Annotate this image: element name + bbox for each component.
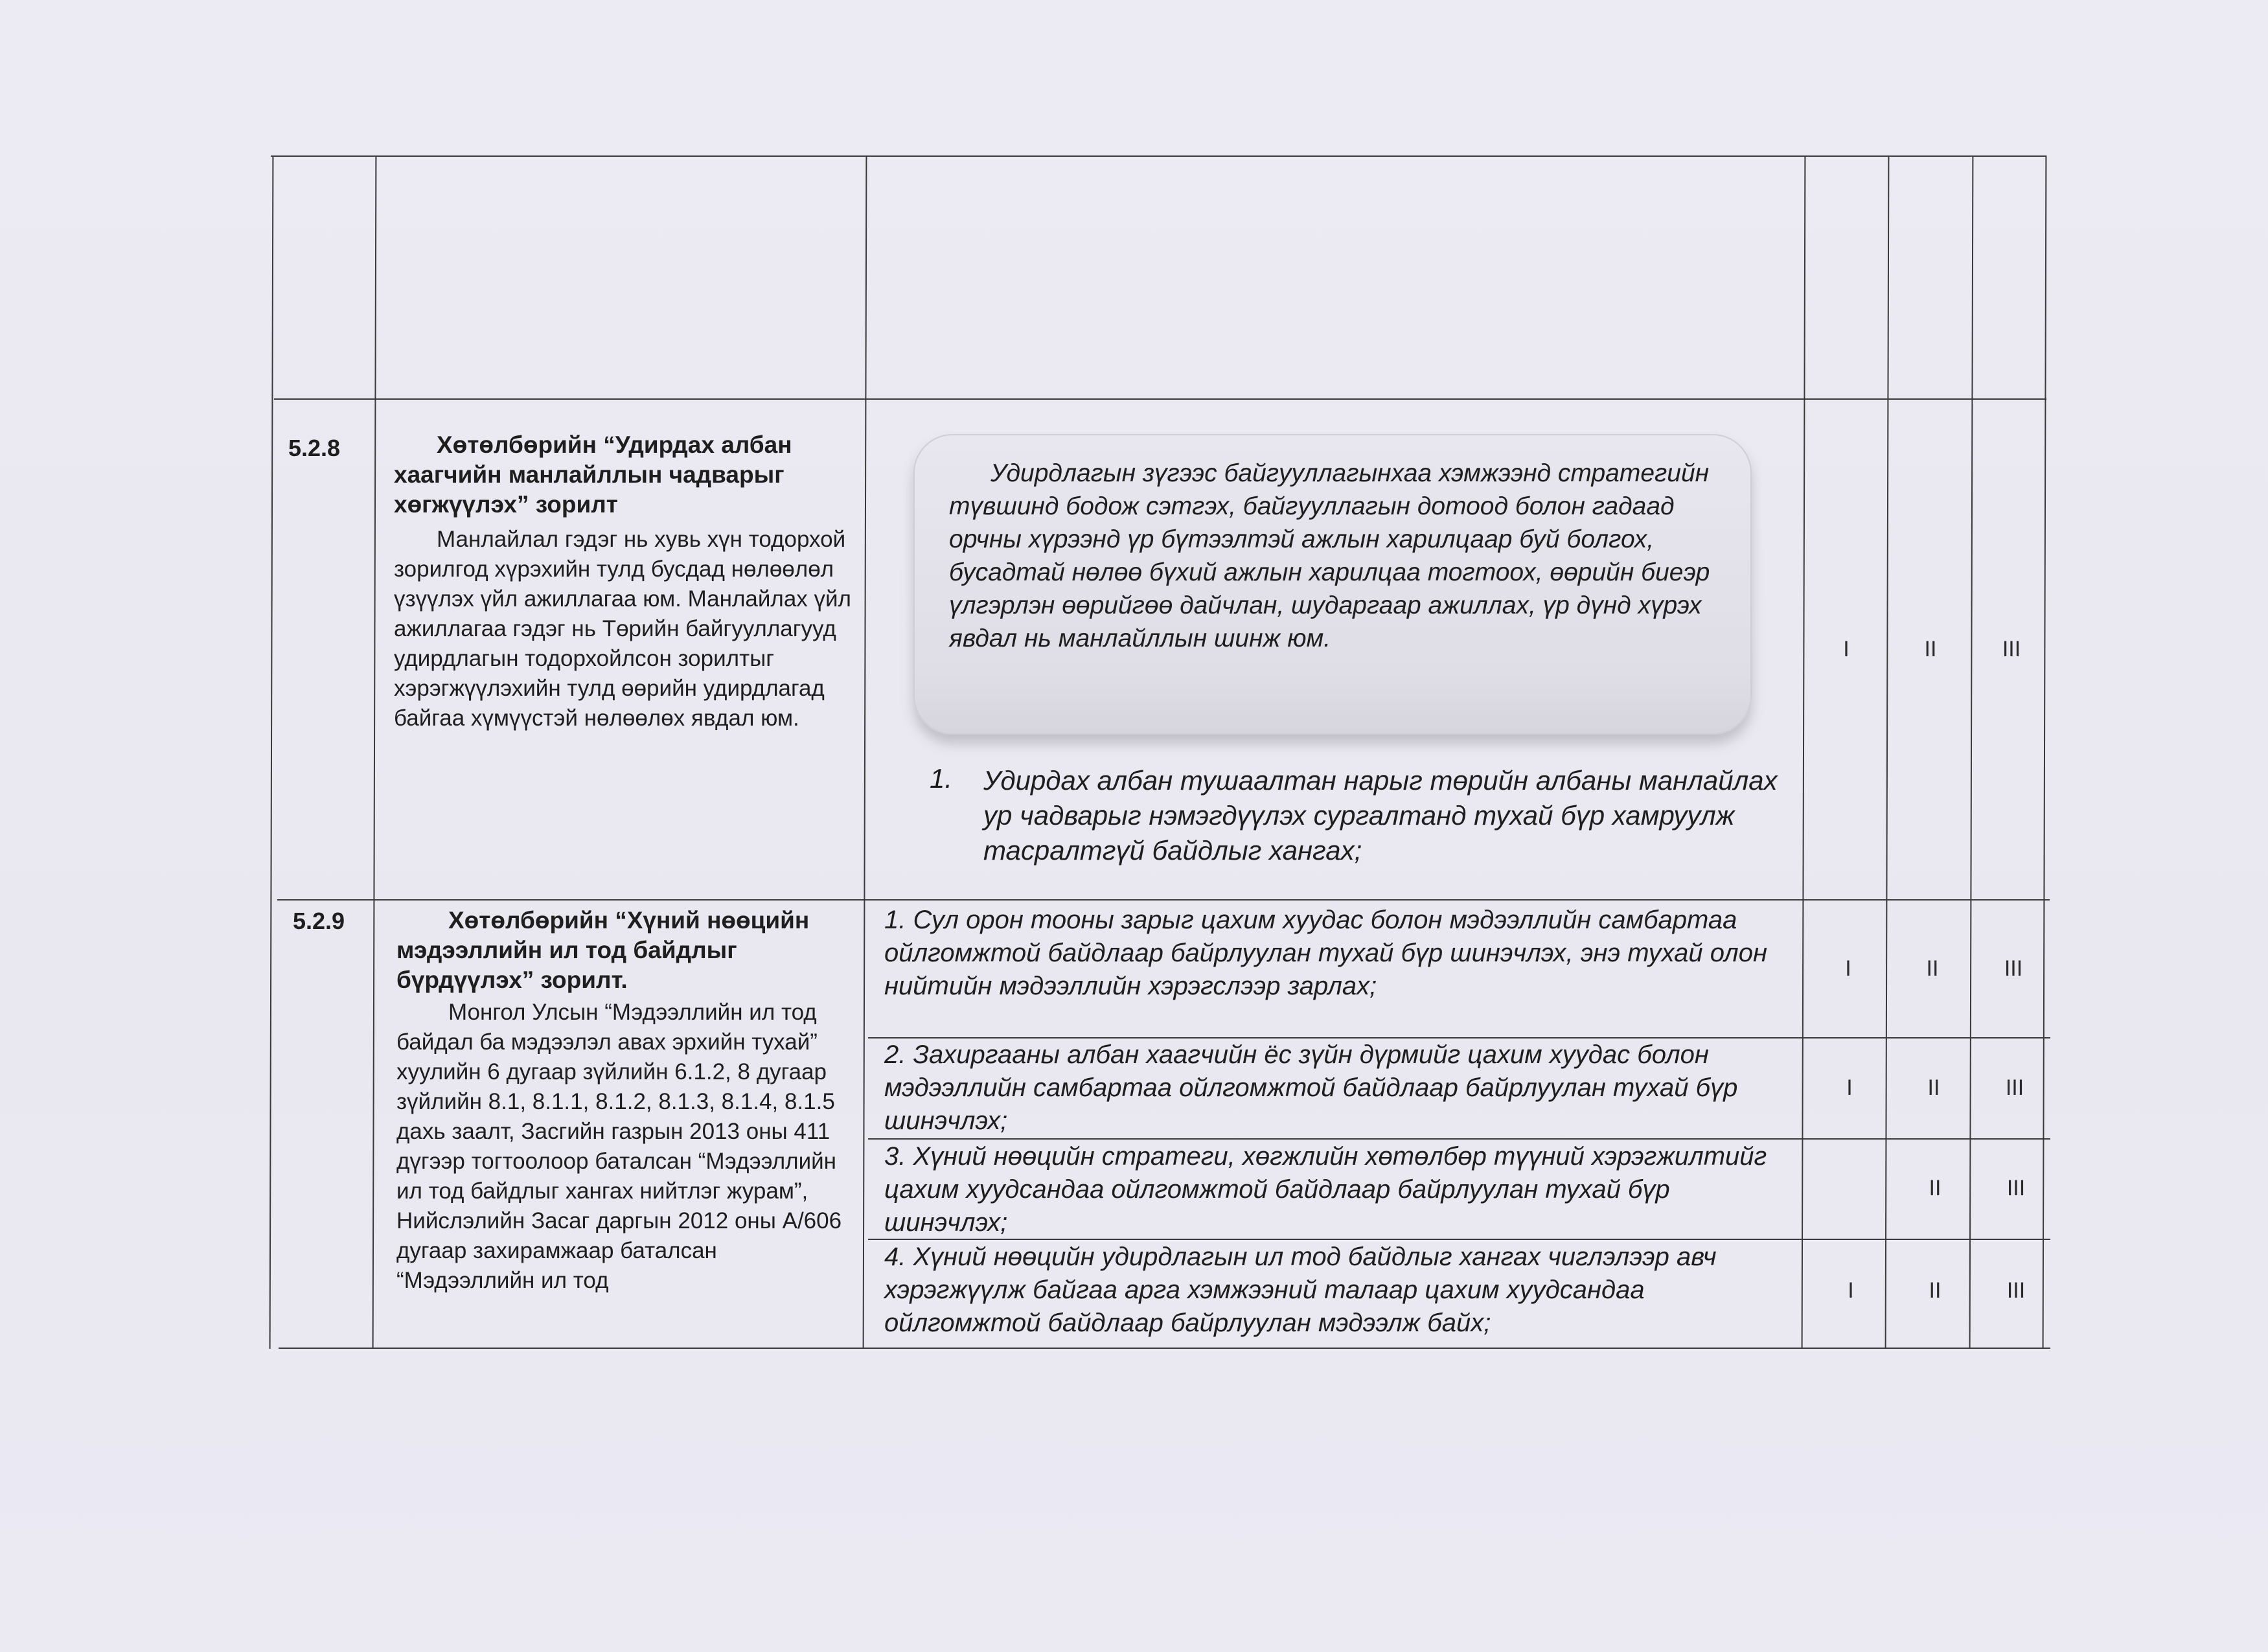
col-border-6 bbox=[2043, 155, 2047, 1349]
row-number-529: 5.2.9 bbox=[293, 908, 345, 934]
row-title-529: Хөтөлбөрийн “Хүний нөөцийн мэдээллийн ил тод байдлыг бүрдүүлэх” зорилт. bbox=[396, 907, 810, 993]
table-top-border bbox=[271, 155, 2046, 157]
phase-iii-528: III bbox=[2002, 637, 2021, 661]
list-item-text: Удирдах албан тушаалтан нарыг төрийн албаны манлайлах ур чадварыг нэмэгдүүлэх сургалтанд тухай бүр хамруулж тасралтгүй байдлыг хангах; bbox=[983, 765, 1778, 866]
row-title-528: Хөтөлбөрийн “Удирдах албан хаагчийн манлайллын чадварыг хөгжүүлэх” зорилт bbox=[394, 431, 792, 518]
action-4-phase-ii: II bbox=[1929, 1278, 1942, 1303]
action-text-1: 1. Сул орон тооны зарыг цахим хуудас болон мэдээллийн самбартаа ойлгомжтой байдлаар байрлуулан тухай бүр шинэчлэх, энэ тухай олон нийтийн мэдээллийн хэрэгслээр зарлах; bbox=[884, 906, 1767, 1000]
action-1-phase-i: I bbox=[1845, 956, 1851, 981]
col-border-0 bbox=[269, 155, 274, 1349]
action-text-3: 3. Хүний нөөцийн стратеги, хөгжлийн хөтөлбөр түүний хэрэгжилтийг цахим хуудсандаа ойлгомжтой байдлаар байрлуулан тухай бүр шинэчлэх; bbox=[884, 1142, 1767, 1237]
row-description-529: Монгол Улсын “Мэдээллийн ил тод байдал ба мэдээлэл авах эрхийн тухай” хуулийн 6 дугаар зүйлийн 6.1.2, 8 дугаар зүйлийн 8.1, 8.1.1, 8.1.2, 8.1.3, 8.1.4, 8.1.5 дахь заалт, Засгийн газрын 2013 оны 411 дүгээр тогтоолоор баталсан “Мэдээллийн ил тод байдлыг хангах нийтлэг журам”, Нийслэлийн Засаг даргын 2012 оны А/606 дугаар захирамжаар баталсан “Мэдээллийн ил тод bbox=[396, 1000, 842, 1293]
row-description-528: Манлайлал гэдэг нь хувь хүн тодорхой зорилгод хүрэхийн тулд бусдад нөлөөлөл үзүүлэх үйл ажиллагаа юм. Манлайлах үйл ажиллагаа гэдэг нь Төрийн байгууллагууд удирдлагын тодорхойлсон зорилтыг хэрэгжүүлэхийн тулд өөрийн удирдлагад байгаа хүмүүстэй нөлөөлөх явдал юм. bbox=[394, 527, 851, 731]
row-divider-528 bbox=[274, 398, 2046, 400]
action-4-phase-i: I bbox=[1848, 1278, 1854, 1303]
col-border-5 bbox=[1969, 155, 1974, 1349]
action-divider-2 bbox=[868, 1138, 2050, 1140]
action-2-phase-ii: II bbox=[1927, 1075, 1940, 1100]
action-4-phase-iii: III bbox=[2006, 1278, 2026, 1303]
list-item-number: 1. bbox=[930, 763, 953, 794]
action-3-phase-iii: III bbox=[2006, 1176, 2026, 1200]
action-text-2: 2. Захиргааны албан хаагчийн ёс зүйн дүрмийг цахим хуудас болон мэдээллийн самбартаа ойлгомжтой байдлаар байрлуулан тухай бүр шинэчлэх; bbox=[884, 1040, 1738, 1135]
action-text-4: 4. Хүний нөөцийн удирдлагын ил тод байдлыг хангах чиглэлээр авч хэрэгжүүлж байгаа арга хэмжээний талаар цахим хуудсандаа ойлгомжтой байдлаар байрлуулан мэдээлж байх; bbox=[884, 1243, 1717, 1337]
action-3-phase-ii: II bbox=[1929, 1176, 1942, 1200]
col-border-1 bbox=[372, 155, 377, 1349]
callout-text: Удирдлагын зүгээс байгууллагынхаа хэмжээнд стратегийн түвшинд бодож сэтгэх, байгууллагын дотоод болон гадаад орчны хүрээнд үр бүтээлтэй ажлын харилцаар буй болгох, бусадтай нөлөө бүхий ажлын харилцаа тогтоох, өөрийн биеэр үлгэрлэн өөрийгөө дайчлан, шударгаар ажиллах, үр дүнд хүрэх явдал нь манлайллын шинж юм. bbox=[949, 459, 1710, 652]
action-1-phase-iii: III bbox=[2004, 956, 2023, 981]
col-border-4 bbox=[1885, 155, 1890, 1349]
table-bottom-border bbox=[279, 1348, 2050, 1349]
phase-i-528: I bbox=[1843, 637, 1850, 661]
action-1-phase-ii: II bbox=[1926, 956, 1939, 981]
action-2-phase-i: I bbox=[1846, 1075, 1853, 1100]
col-border-2 bbox=[863, 155, 867, 1349]
row-number-528: 5.2.8 bbox=[288, 435, 341, 461]
phase-ii-528: II bbox=[1924, 637, 1937, 661]
action-2-phase-iii: III bbox=[2005, 1075, 2024, 1100]
col-border-3 bbox=[1802, 155, 1806, 1349]
row-divider-529 bbox=[277, 899, 2050, 901]
